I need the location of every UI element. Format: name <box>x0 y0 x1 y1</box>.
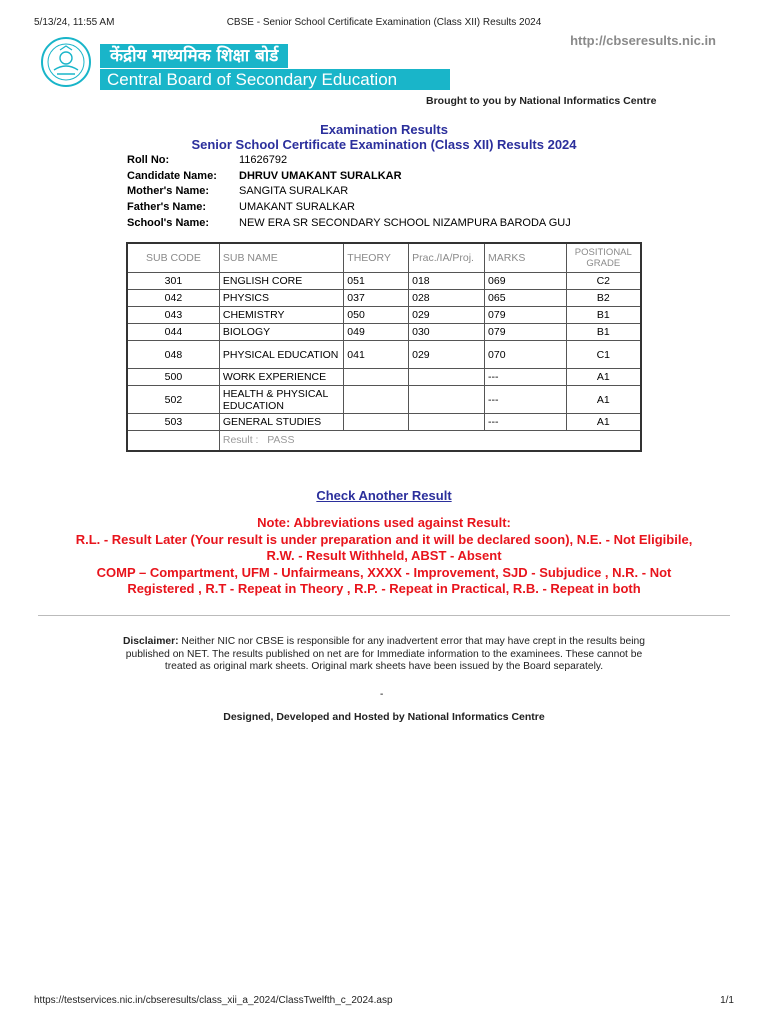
info-label: Father's Name: <box>127 201 207 213</box>
marks-cell: 079 <box>485 324 567 341</box>
grade-cell: B1 <box>566 307 641 324</box>
note-line: R.L. - Result Later (Your result is under preparation and it will be declared soon), N.E. - Not Eligibile, <box>75 531 693 547</box>
grade-cell: A1 <box>566 369 641 386</box>
note-line: COMP – Compartment, UFM - Unfairmeans, XXXX - Improvement, SJD - Subjudice , N.R. - Not <box>96 564 672 580</box>
result-status: Result : PASS <box>219 431 641 452</box>
sub-code-cell: 502 <box>127 386 219 414</box>
info-label: Mother's Name: <box>127 185 210 197</box>
practical-cell: 029 <box>409 307 485 324</box>
marks-cell: --- <box>485 369 567 386</box>
grade-cell: C1 <box>566 341 641 369</box>
table-header-row <box>127 243 641 273</box>
theory-cell <box>344 369 409 386</box>
header-sub-code: SUB CODE <box>127 243 219 273</box>
sub-name-cell: PHYSICAL EDUCATION <box>219 341 343 369</box>
info-label: School's Name: <box>127 217 210 229</box>
table-row <box>127 324 641 341</box>
disclaimer-label: Disclaimer: <box>123 636 179 647</box>
header-practical: Prac./IA/Proj. <box>409 243 485 273</box>
marks-cell: 065 <box>485 290 567 307</box>
sub-code-cell: 301 <box>127 273 219 290</box>
board-name-english: Central Board of Secondary Education <box>100 69 450 90</box>
info-value: UMAKANT SURALKAR <box>239 201 355 213</box>
info-value: 11626792 <box>239 154 288 166</box>
theory-cell <box>344 414 409 431</box>
divider <box>38 615 730 616</box>
marks-table-body <box>127 273 641 452</box>
theory-cell: 037 <box>344 290 409 307</box>
table-row <box>127 290 641 307</box>
note-line: R.W. - Result Withheld, ABST - Absent <box>266 548 502 563</box>
sub-name-cell: BIOLOGY <box>219 324 343 341</box>
sub-name-cell: WORK EXPERIENCE <box>219 369 343 386</box>
header-marks: MARKS <box>485 243 567 273</box>
sub-code-cell: 503 <box>127 414 219 431</box>
cbse-emblem-icon <box>40 36 92 88</box>
grade-cell: B1 <box>566 324 641 341</box>
theory-cell: 041 <box>344 341 409 369</box>
grade-cell: C2 <box>566 273 641 290</box>
sub-name-cell: CHEMISTRY <box>219 307 343 324</box>
practical-cell: 030 <box>409 324 485 341</box>
header-theory: THEORY <box>344 243 409 273</box>
exam-title: Examination Results <box>320 122 448 137</box>
info-label: Roll No: <box>127 154 170 166</box>
sub-name-cell: GENERAL STUDIES <box>219 414 343 431</box>
print-datetime: 5/13/24, 11:55 AM <box>34 17 115 28</box>
sub-name-cell: HEALTH & PHYSICAL EDUCATION <box>219 386 343 414</box>
table-row <box>127 414 641 431</box>
marks-cell: 070 <box>485 341 567 369</box>
sub-code-cell: 042 <box>127 290 219 307</box>
print-page-title: CBSE - Senior School Certificate Examination (Class XII) Results 2024 <box>226 17 542 28</box>
site-url[interactable]: http://cbseresults.nic.in <box>570 33 716 48</box>
brought-by-text: Brought to you by National Informatics Centre <box>426 95 657 107</box>
theory-cell: 049 <box>344 324 409 341</box>
practical-cell <box>409 386 485 414</box>
sub-name-cell: PHYSICS <box>219 290 343 307</box>
print-page-number: 1/1 <box>720 995 734 1006</box>
exam-subtitle: Senior School Certificate Examination (Class XII) Results 2024 <box>191 137 577 152</box>
practical-cell: 028 <box>409 290 485 307</box>
note-heading: Note: Abbreviations used against Result: <box>257 515 511 530</box>
practical-cell <box>409 369 485 386</box>
header-positional-grade: POSITIONAL GRADE <box>566 243 641 273</box>
disclaimer <box>120 636 648 674</box>
theory-cell <box>344 386 409 414</box>
grade-cell: A1 <box>566 414 641 431</box>
print-url: https://testservices.nic.in/cbseresults/class_xii_a_2024/ClassTwelfth_c_2024.asp <box>34 995 393 1006</box>
info-value: NEW ERA SR SECONDARY SCHOOL NIZAMPURA BARODA GUJ <box>239 217 571 229</box>
marks-cell: --- <box>485 386 567 414</box>
abbreviations-note <box>30 515 738 598</box>
header-sub-name: SUB NAME <box>219 243 343 273</box>
board-name-hindi: केंद्रीय माध्यमिक शिक्षा बोर्ड <box>100 44 288 68</box>
sub-code-cell: 044 <box>127 324 219 341</box>
note-line: Registered , R.T - Repeat in Theory , R.P. - Repeat in Practical, R.B. - Repeat in both <box>127 581 641 596</box>
info-label: Candidate Name: <box>127 170 217 182</box>
disclaimer-text: Neither NIC nor CBSE is responsible for any inadvertent error that may have crept in the results being published on NET. The results published on net are for Immediate information to the examinees. These cannot be treated as original mark sheets. Original mark sheets have been issued by the Board separately. <box>125 636 645 672</box>
grade-cell: B2 <box>566 290 641 307</box>
practical-cell <box>409 414 485 431</box>
sub-code-cell: 048 <box>127 341 219 369</box>
marks-table <box>126 242 642 452</box>
table-row <box>127 341 641 369</box>
grade-cell: A1 <box>566 386 641 414</box>
sub-code-cell: 500 <box>127 369 219 386</box>
table-row <box>127 307 641 324</box>
check-another-result-link[interactable]: Check Another Result <box>316 488 452 503</box>
marks-cell: 069 <box>485 273 567 290</box>
table-row <box>127 273 641 290</box>
table-row <box>127 369 641 386</box>
theory-cell: 051 <box>344 273 409 290</box>
theory-cell: 050 <box>344 307 409 324</box>
result-empty-cell <box>127 431 219 452</box>
marks-cell: --- <box>485 414 567 431</box>
marks-cell: 079 <box>485 307 567 324</box>
practical-cell: 029 <box>409 341 485 369</box>
result-row <box>127 431 641 452</box>
practical-cell: 018 <box>409 273 485 290</box>
info-value: SANGITA SURALKAR <box>239 185 349 197</box>
sub-name-cell: ENGLISH CORE <box>219 273 343 290</box>
designed-by-text: Designed, Developed and Hosted by National Informatics Centre <box>223 711 545 723</box>
separator-dot: - <box>380 689 384 700</box>
table-row <box>127 386 641 414</box>
info-value: DHRUV UMAKANT SURALKAR <box>239 170 402 182</box>
sub-code-cell: 043 <box>127 307 219 324</box>
